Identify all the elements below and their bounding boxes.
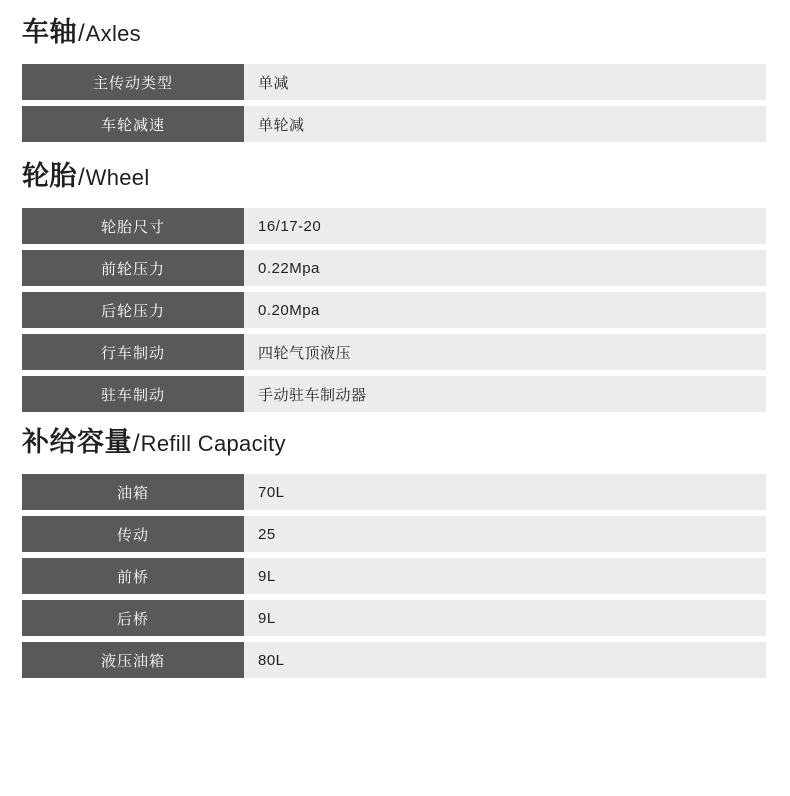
spec-label: 轮胎尺寸	[22, 208, 244, 244]
table-row	[22, 558, 766, 594]
spec-value: 四轮气顶液压	[244, 334, 766, 370]
section-heading-separator: /	[133, 430, 140, 457]
spec-value: 16/17-20	[244, 208, 766, 244]
table-row	[22, 516, 766, 552]
table-row	[22, 334, 766, 370]
section-heading-wheel	[22, 162, 768, 192]
section-heading-en: Refill Capacity	[140, 431, 286, 456]
spec-value: 80L	[244, 642, 766, 678]
spec-label: 行车制动	[22, 334, 244, 370]
table-row	[22, 250, 766, 286]
section-wheel	[22, 162, 768, 418]
spec-value: 70L	[244, 474, 766, 510]
section-heading-en: Axles	[85, 21, 141, 46]
section-heading-cn: 轮胎	[22, 161, 77, 191]
table-row	[22, 642, 766, 678]
section-heading-cn: 车轴	[22, 17, 77, 47]
table-row	[22, 600, 766, 636]
spec-label: 车轮减速	[22, 106, 244, 142]
spec-value: 单减	[244, 64, 766, 100]
section-heading-axles	[22, 18, 768, 48]
spec-table-wheel	[22, 202, 766, 418]
spec-label: 液压油箱	[22, 642, 244, 678]
section-heading-cn: 补给容量	[22, 427, 132, 457]
spec-value: 25	[244, 516, 766, 552]
section-spacer	[22, 148, 768, 162]
spec-label: 后轮压力	[22, 292, 244, 328]
spec-label: 传动	[22, 516, 244, 552]
section-refill-capacity	[22, 428, 768, 684]
spec-label: 前桥	[22, 558, 244, 594]
section-axles	[22, 18, 768, 148]
table-row	[22, 292, 766, 328]
spec-label: 后桥	[22, 600, 244, 636]
spec-value: 单轮减	[244, 106, 766, 142]
section-spacer	[22, 418, 768, 428]
spec-label: 前轮压力	[22, 250, 244, 286]
section-heading-en: Wheel	[85, 165, 150, 190]
table-row	[22, 64, 766, 100]
section-heading-separator: /	[78, 20, 85, 47]
table-row	[22, 208, 766, 244]
section-heading-separator: /	[78, 164, 85, 191]
spec-table-refill-capacity	[22, 468, 766, 684]
spec-label: 油箱	[22, 474, 244, 510]
spec-value: 0.20Mpa	[244, 292, 766, 328]
spec-table-axles	[22, 58, 766, 148]
section-heading-refill-capacity	[22, 428, 768, 458]
table-row	[22, 376, 766, 412]
spec-value: 0.22Mpa	[244, 250, 766, 286]
table-row	[22, 106, 766, 142]
spec-value: 9L	[244, 600, 766, 636]
spec-label: 驻车制动	[22, 376, 244, 412]
spec-label: 主传动类型	[22, 64, 244, 100]
spec-value: 9L	[244, 558, 766, 594]
spec-value: 手动驻车制动器	[244, 376, 766, 412]
table-row	[22, 474, 766, 510]
